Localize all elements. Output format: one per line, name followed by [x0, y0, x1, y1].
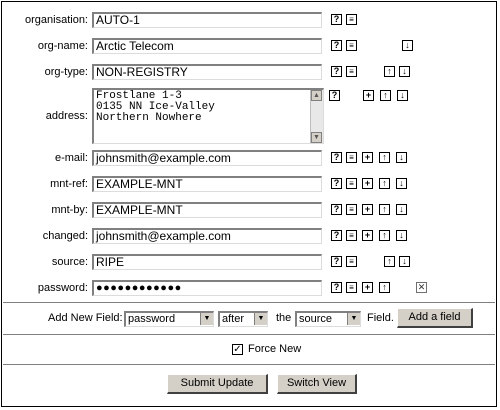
menu-icon[interactable]: ≡	[346, 178, 357, 189]
move-up-icon[interactable]: ↑	[379, 282, 390, 293]
field-label: address:	[45, 110, 88, 122]
address-line: Northern Nowhere	[96, 112, 202, 124]
row-mnt-by	[0, 198, 500, 222]
position-select[interactable]	[218, 311, 268, 327]
field-label: organisation:	[25, 14, 88, 26]
submit-update-button[interactable]: Submit Update	[167, 374, 268, 394]
row-org-name	[0, 34, 500, 58]
add-field-button[interactable]: Add a field	[397, 308, 473, 328]
separator	[3, 302, 495, 303]
move-down-icon[interactable]: ↓	[396, 204, 407, 215]
move-up-icon[interactable]: ↑	[384, 256, 395, 267]
password-input[interactable]: ●●●●●●●●●●●●	[92, 280, 322, 296]
move-up-icon[interactable]: ↑	[379, 204, 390, 215]
menu-icon[interactable]: ≡	[346, 282, 357, 293]
field-label: org-name:	[37, 40, 88, 52]
address-scrollbar[interactable]	[310, 90, 323, 143]
menu-icon[interactable]: ≡	[346, 14, 357, 25]
move-up-icon[interactable]: ↑	[379, 178, 390, 189]
mnt-ref-input[interactable]: EXAMPLE-MNT	[92, 176, 322, 192]
row-changed	[0, 224, 500, 248]
e-mail-input[interactable]: johnsmith@example.com	[92, 150, 322, 166]
field-label: mnt-ref:	[50, 178, 88, 190]
help-icon[interactable]: ?	[331, 230, 342, 241]
move-down-icon[interactable]: ↓	[396, 178, 407, 189]
add-icon[interactable]: +	[362, 230, 373, 241]
chevron-down-icon: ▼	[254, 313, 267, 325]
menu-icon[interactable]: ≡	[346, 152, 357, 163]
move-down-icon[interactable]: ↓	[396, 152, 407, 163]
org-type-input[interactable]: NON-REGISTRY	[92, 64, 322, 80]
field-label: changed:	[42, 230, 88, 242]
menu-icon[interactable]: ≡	[346, 66, 357, 77]
add-icon[interactable]: +	[362, 204, 373, 215]
field-label: password:	[37, 282, 88, 294]
help-icon[interactable]: ?	[331, 204, 342, 215]
field-label: mnt-by:	[51, 204, 88, 216]
separator	[3, 364, 495, 365]
scroll-down-arrow-icon[interactable]: ▼	[311, 132, 322, 143]
the-label: the	[276, 312, 292, 324]
field-label: org-type:	[44, 66, 88, 78]
chevron-down-icon: ▼	[200, 313, 213, 325]
field-suffix-label: Field.	[367, 312, 394, 324]
field-type-select[interactable]	[124, 311, 214, 327]
address-line: 0135 NN Ice-Valley	[96, 101, 215, 113]
move-down-icon[interactable]: ↓	[397, 90, 408, 101]
field-label: source:	[51, 256, 88, 268]
force-new-label: Force New	[248, 343, 302, 355]
help-icon[interactable]: ?	[331, 256, 342, 267]
move-down-icon[interactable]: ↓	[402, 40, 413, 51]
field-type-value: password	[128, 313, 176, 325]
chevron-down-icon: ▼	[347, 313, 360, 325]
field-label: e-mail:	[54, 152, 88, 164]
scroll-up-arrow-icon[interactable]: ▲	[311, 90, 322, 101]
move-up-icon[interactable]: ↑	[384, 66, 395, 77]
help-icon[interactable]: ?	[331, 282, 342, 293]
add-icon[interactable]: +	[362, 152, 373, 163]
force-new-checkbox[interactable]: ✓	[233, 344, 242, 355]
move-down-icon[interactable]: ↓	[399, 256, 410, 267]
move-up-icon[interactable]: ↑	[379, 152, 390, 163]
separator	[3, 334, 495, 335]
move-up-icon[interactable]: ↑	[379, 230, 390, 241]
org-name-input[interactable]: Arctic Telecom	[92, 38, 322, 54]
menu-icon[interactable]: ≡	[346, 40, 357, 51]
add-icon[interactable]: +	[363, 90, 374, 101]
help-icon[interactable]: ?	[331, 152, 342, 163]
address-line: Frostlane 1-3	[96, 90, 182, 102]
add-field-label: Add New Field:	[48, 312, 123, 324]
add-icon[interactable]: +	[362, 282, 373, 293]
address-textarea[interactable]	[92, 88, 324, 144]
move-down-icon[interactable]: ↓	[399, 66, 410, 77]
mnt-by-input[interactable]: EXAMPLE-MNT	[92, 202, 322, 218]
target-field-value: source	[299, 313, 333, 325]
source-input[interactable]: RIPE	[92, 254, 322, 270]
row-password	[0, 276, 500, 300]
menu-icon[interactable]: ≡	[346, 230, 357, 241]
add-field-row	[0, 308, 500, 330]
organisation-input[interactable]: AUTO-1	[92, 12, 322, 28]
row-organisation	[0, 8, 500, 32]
help-icon[interactable]: ?	[331, 178, 342, 189]
delete-icon[interactable]: ✕	[417, 282, 426, 292]
row-e-mail	[0, 146, 500, 170]
changed-input[interactable]: johnsmith@example.com	[92, 228, 322, 244]
row-org-type	[0, 60, 500, 84]
help-icon[interactable]: ?	[331, 14, 342, 25]
position-value: after	[222, 313, 245, 325]
row-mnt-ref	[0, 172, 500, 196]
target-field-select[interactable]	[295, 311, 361, 327]
row-source	[0, 250, 500, 274]
help-icon[interactable]: ?	[329, 90, 340, 101]
menu-icon[interactable]: ≡	[346, 204, 357, 215]
move-down-icon[interactable]: ↓	[396, 230, 407, 241]
move-up-icon[interactable]: ↑	[380, 90, 391, 101]
switch-view-button[interactable]: Switch View	[277, 374, 357, 394]
menu-icon[interactable]: ≡	[346, 256, 357, 267]
add-icon[interactable]: +	[362, 178, 373, 189]
help-icon[interactable]: ?	[331, 40, 342, 51]
help-icon[interactable]: ?	[331, 66, 342, 77]
